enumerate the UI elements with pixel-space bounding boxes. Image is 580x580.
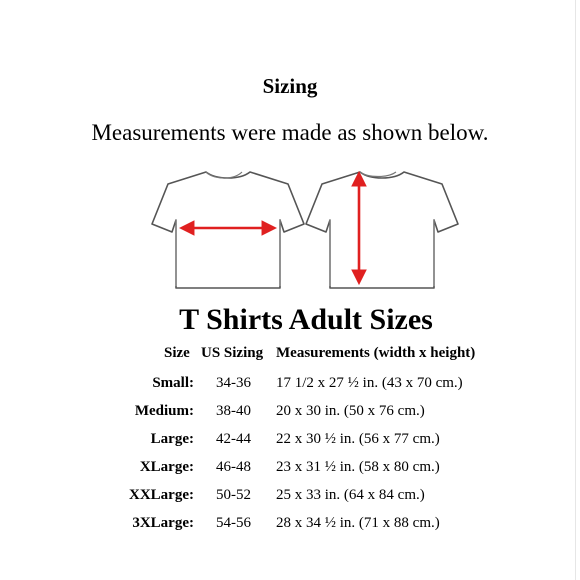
measurement-note: Measurements were made as shown below.: [91, 120, 489, 145]
row-xlarge-measurements: 23 x 31 ½ in. (58 x 80 cm.): [276, 459, 440, 475]
header-us-sizing: US Sizing: [201, 345, 264, 361]
shirt-measurement-diagram: [150, 158, 460, 296]
row-medium-measurements: 20 x 30 in. (50 x 76 cm.): [276, 403, 425, 419]
table-title: T Shirts Adult Sizes: [179, 303, 433, 336]
row-small-us: 34-36: [216, 375, 251, 391]
row-xxlarge-measurements: 25 x 33 in. (64 x 84 cm.): [276, 487, 425, 503]
row-xlarge-size: XLarge:: [139, 459, 194, 475]
size-table: [0, 345, 580, 545]
shirt-back-illustration: [306, 172, 458, 288]
header-size: Size: [164, 345, 190, 361]
row-xxlarge-us: 50-52: [216, 487, 251, 503]
row-3xlarge-us: 54-56: [216, 515, 251, 531]
row-xlarge-us: 46-48: [216, 459, 251, 475]
row-xxlarge-size: XXLarge:: [129, 487, 194, 503]
row-small-size: Small:: [152, 375, 194, 391]
page-heading: Sizing: [262, 74, 318, 98]
shirt-front-illustration: [152, 172, 304, 288]
row-medium-size: Medium:: [134, 403, 194, 419]
row-medium-us: 38-40: [216, 403, 251, 419]
header-measurements: Measurements (width x height): [276, 345, 476, 361]
row-large-size: Large:: [150, 431, 194, 447]
row-small-measurements: 17 1/2 x 27 ½ in. (43 x 70 cm.): [276, 375, 463, 391]
row-large-us: 42-44: [216, 431, 251, 447]
row-3xlarge-size: 3XLarge:: [132, 515, 194, 531]
row-3xlarge-measurements: 28 x 34 ½ in. (71 x 88 cm.): [276, 515, 440, 531]
row-large-measurements: 22 x 30 ½ in. (56 x 77 cm.): [276, 431, 440, 447]
